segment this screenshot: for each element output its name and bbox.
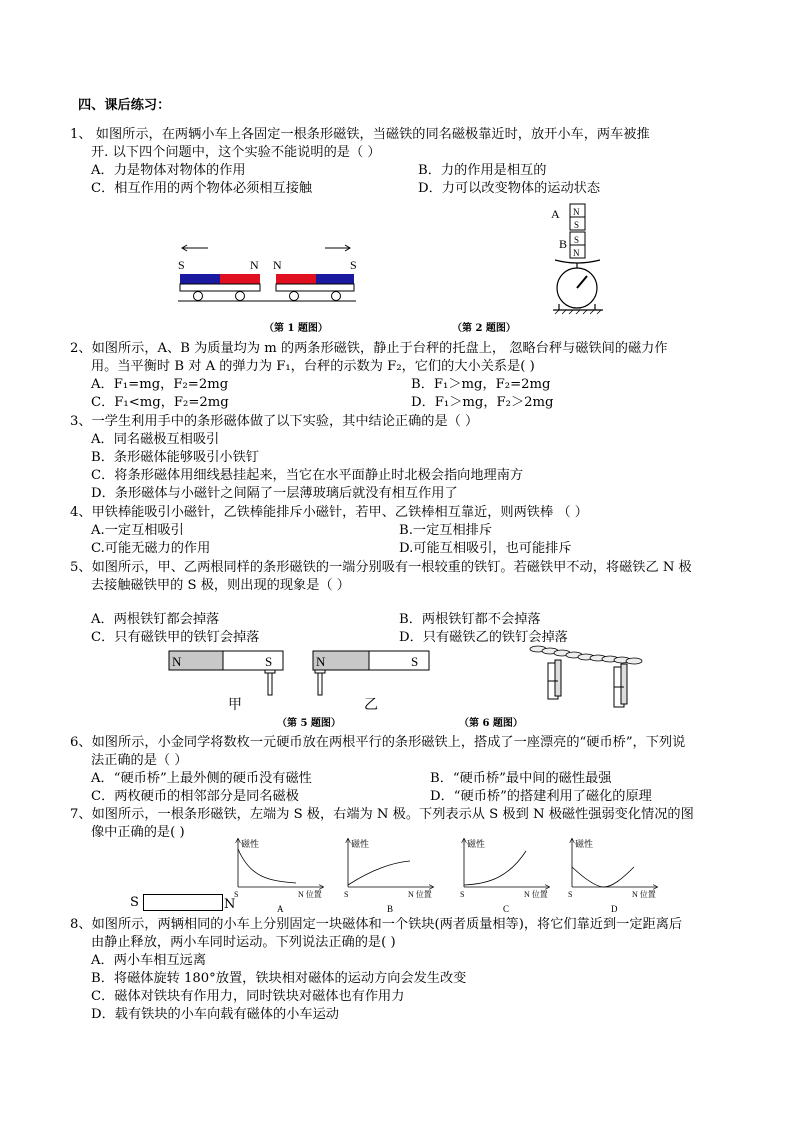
q7-graph-a — [234, 838, 323, 914]
figure-5-caption: （第 5 题图） — [277, 718, 341, 729]
fig2-a-top: N — [573, 207, 580, 217]
question-2-option-a: A．F₁=mg，F₂=2mg — [91, 377, 229, 392]
fig2-a-bottom: S — [574, 220, 580, 230]
fig2-tray — [555, 260, 600, 263]
question-6-option-d: D．“硬币桥”的搭建利用了磁化的原理 — [430, 789, 652, 804]
question-4-option-d: D.可能互相吸引，也可能排斥 — [399, 541, 572, 556]
fig2-dial — [557, 268, 597, 308]
question-4-option-a: A.一定互相吸引 — [91, 523, 184, 538]
question-5-option-a: A．两根铁钉都会掉落 — [91, 612, 220, 627]
svg-text:B: B — [387, 904, 394, 914]
question-3-stem: 3、一学生利用手中的条形磁体做了以下实验，其中结论正确的是（ ） — [70, 414, 479, 429]
question-8-stem-line1: 8、如图所示，两辆相同的小车上分别固定一块磁体和一个铁块(两者质量相等)，将它们靠近到一定距离后 — [70, 917, 683, 932]
question-7-stem-line2: 像中正确的是( ) — [91, 825, 185, 840]
q7-graph-c — [460, 838, 549, 914]
question-1-stem-line2: 开. 以下四个问题中，这个实验不能说明的是（ ） — [91, 145, 381, 160]
svg-text:磁性: 磁性 — [575, 839, 594, 849]
section-title: 四、课后练习： — [78, 98, 171, 113]
fig1-magnet1-south — [180, 274, 220, 284]
figure-2-caption: （第 2 题图） — [452, 323, 516, 334]
fig5-label-jia: 甲 — [228, 697, 242, 713]
figure-1-caption: （第 1 题图） — [264, 323, 328, 334]
svg-text:N 位置: N 位置 — [408, 890, 432, 899]
question-5-stem-line2: 去接触磁铁甲的 S 极，则出现的现象是（ ） — [91, 578, 350, 593]
figure-5-magnets — [165, 648, 435, 712]
fig1-magnet2-north — [276, 274, 316, 284]
question-2-option-b: B．F₁＞mg，F₂=2mg — [411, 377, 551, 392]
svg-text:A: A — [277, 904, 284, 914]
question-8-option-d: D．载有铁块的小车向载有磁体的小车运动 — [91, 1007, 339, 1022]
question-3-option-d: D．条形磁体与小磁针之间隔了一层薄玻璃后就没有相互作用了 — [91, 486, 458, 501]
svg-text:D: D — [611, 904, 618, 914]
figure-1-carts — [170, 238, 370, 308]
fig5-nail-jia — [268, 673, 272, 695]
fig5-magnet-jia-s — [223, 651, 283, 670]
question-2-option-d: D．F₁＞mg，F₂＞2mg — [411, 395, 554, 410]
question-3-option-b: B．条形磁体能够吸引小铁钉 — [91, 450, 259, 465]
svg-text:N 位置: N 位置 — [298, 890, 322, 899]
fig5-label-n1: N — [172, 654, 182, 669]
fig5-label-s1: S — [265, 654, 273, 669]
fig1-label-n-right: N — [273, 258, 282, 272]
q7-magnet-label-n: N — [224, 897, 236, 912]
question-1-option-a: A．力是物体对物体的作用 — [91, 163, 246, 178]
question-2-stem-line1: 2、如图所示，A、B 为质量均为 m 的两条形磁铁，静止于台秤的托盘上， 忽略台秤与磁铁间的磁力作 — [70, 341, 668, 356]
question-5-option-c: C．只有磁铁甲的铁钉会掉落 — [91, 630, 260, 645]
question-4-option-c: C.可能无磁力的作用 — [91, 541, 211, 556]
question-4-option-b: B.一定互相排斥 — [399, 523, 493, 538]
svg-text:S: S — [344, 890, 349, 899]
fig2-label-a: A — [551, 207, 560, 221]
fig1-label-s-left: S — [178, 258, 185, 272]
fig2-b-bottom: N — [573, 248, 580, 258]
fig6-coin — [626, 658, 642, 664]
question-3-option-c: C．将条形磁体用细线悬挂起来，当它在水平面静止时北极会指向地理南方 — [91, 468, 524, 483]
question-5-stem-line1: 5、如图所示，甲、乙两根同样的条形磁铁的一端分别吸有一根较重的铁钉。若磁铁甲不动，将磁铁乙 N 极 — [70, 560, 692, 575]
fig1-label-s-right: S — [350, 258, 357, 272]
fig2-label-b: B — [559, 237, 568, 251]
question-2-stem-line2: 用。当平衡时 B 对 A 的弹力为 F₁，台秤的示数为 F₂，它们的大小关系是( ) — [91, 359, 535, 374]
question-8-option-b: B．将磁体旋转 180°放置，铁块相对磁体的运动方向会发生改变 — [91, 971, 467, 986]
question-6-option-a: A．“硬币桥”上最外侧的硬币没有磁性 — [91, 771, 312, 786]
question-8-stem-line2: 由静止释放，两小车同时运动。下列说法正确的是( ) — [91, 935, 396, 950]
q7-graph-d — [568, 838, 657, 914]
svg-text:N 位置: N 位置 — [632, 890, 656, 899]
fig1-magnet2-south — [316, 274, 354, 284]
question-8-option-a: A．两小车相互远离 — [91, 953, 207, 968]
question-1-stem-line1: 1、 如图所示，在两辆小车上各固定一根条形磁铁，当磁铁的同名磁极靠近时，放开小车，两车被推 — [70, 127, 650, 142]
fig1-label-n-left: N — [250, 258, 259, 272]
svg-text:S: S — [460, 890, 465, 899]
fig1-wheel — [194, 292, 203, 301]
figure-6-coin-bridge — [528, 643, 648, 713]
question-1-option-d: D．力可以改变物体的运动状态 — [418, 181, 601, 196]
fig5-label-s2: S — [411, 654, 419, 669]
fig5-magnet-yi-s — [369, 651, 429, 670]
question-2-option-c: C．F₁<mg，F₂=2mg — [91, 395, 229, 410]
figure-6-caption: （第 6 题图） — [459, 718, 523, 729]
question-8-option-c: C．磁体对铁块有作用力，同时铁块对磁体也有作用力 — [91, 989, 405, 1004]
fig1-wheel — [290, 292, 299, 301]
question-6-option-c: C．两枚硬币的相邻部分是同名磁极 — [91, 789, 299, 804]
fig5-nail-yi — [318, 673, 322, 695]
q7-graph-b — [344, 838, 433, 914]
q7-bar-magnet — [143, 894, 223, 911]
question-1-option-c: C．相互作用的两个物体必须相互接触 — [91, 181, 313, 196]
fig1-cart1-body — [180, 284, 260, 291]
question-1-option-b: B．力的作用是相互的 — [418, 163, 547, 178]
fig5-label-n2: N — [316, 654, 326, 669]
svg-text:C: C — [503, 904, 510, 914]
fig5-label-yi: 乙 — [364, 697, 378, 713]
svg-text:N 位置: N 位置 — [524, 890, 548, 899]
fig1-cart2-body — [276, 284, 354, 291]
fig2-b-top: S — [574, 235, 580, 245]
question-7-graphs — [228, 837, 668, 919]
question-6-stem-line1: 6、如图所示，小金同学将数枚一元硬币放在两根平行的条形磁铁上，搭成了一座漂亮的“硬币桥”，下列说 — [70, 735, 686, 750]
svg-text:磁性: 磁性 — [467, 839, 486, 849]
question-7-stem-line1: 7、如图所示，一根条形磁铁，左端为 S 极，右端为 N 极。下列表示从 S 极到 N 极磁性强弱变化情况的图 — [70, 807, 694, 822]
fig1-magnet1-north — [220, 274, 260, 284]
svg-text:磁性: 磁性 — [351, 839, 370, 849]
question-3-option-a: A．同名磁极互相吸引 — [91, 432, 220, 447]
question-4-stem: 4、甲铁棒能吸引小磁针，乙铁棒能排斥小磁针，若甲、乙铁棒相互靠近，则两铁棒 （ ） — [70, 505, 588, 520]
q7-magnet-label-s: S — [130, 895, 139, 910]
svg-text:磁性: 磁性 — [241, 839, 260, 849]
question-6-stem-line2: 法正确的是（ ） — [91, 753, 188, 768]
svg-text:S: S — [234, 890, 239, 899]
question-5-option-d: D．只有磁铁乙的铁钉会掉落 — [399, 630, 568, 645]
question-5-option-b: B．两根铁钉都不会掉落 — [399, 612, 541, 627]
question-6-option-b: B．“硬币桥”最中间的磁性最强 — [430, 771, 612, 786]
figure-2-scale — [545, 198, 630, 320]
fig1-wheel — [332, 292, 341, 301]
fig1-wheel — [236, 292, 245, 301]
svg-text:S: S — [568, 890, 573, 899]
